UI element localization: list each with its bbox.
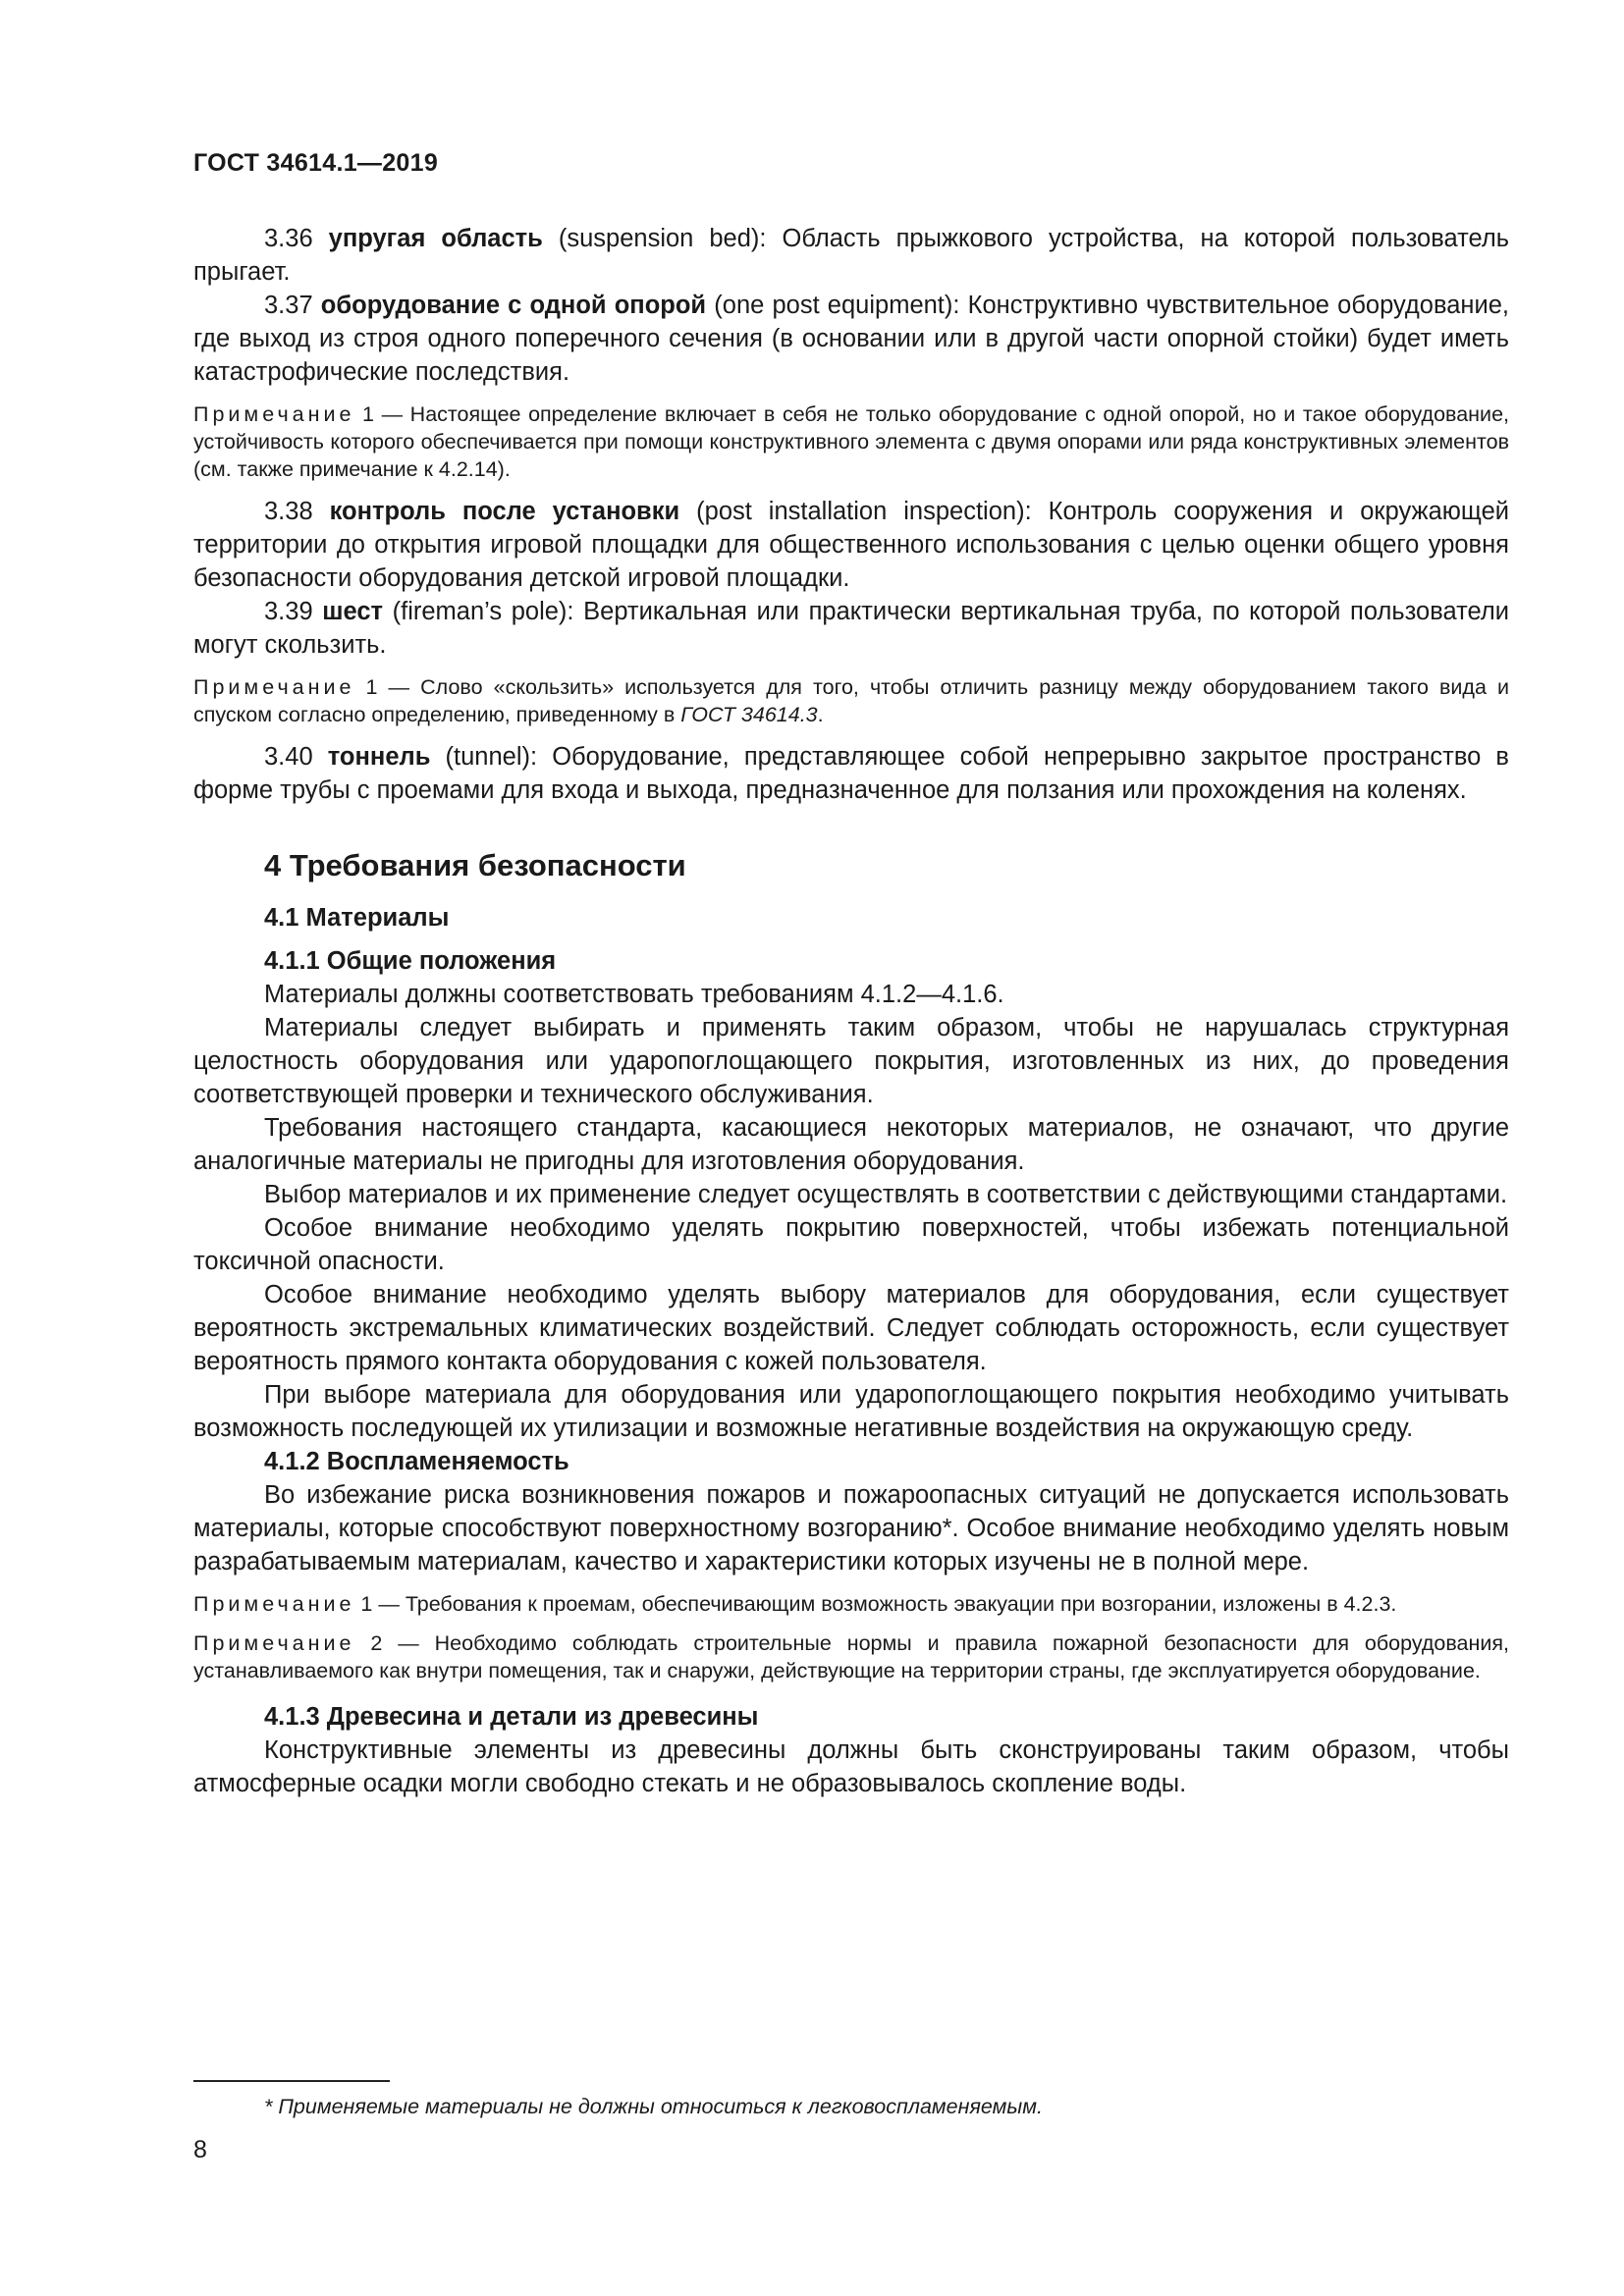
note-text: 1 — Настоящее определение включает в себя не только оборудование с одной опорой, но и такое оборудование, устойчивость которого обеспечивается при помощи конструктивного элемента с двумя опорами или ряда конструктивных элементов (см. также примечание к 4.2.14).: [193, 402, 1509, 481]
term-english: (tunnel):: [445, 743, 538, 771]
note-4-1-2-1: [193, 1590, 1509, 1618]
term-number: 3.39: [264, 598, 313, 625]
footnote-divider: [193, 2080, 390, 2082]
paragraph: При выборе материала для оборудования или ударопоглощающего покрытия необходимо учитывать возможность последующей их утилизации и возможные негативные воздействия на окружающую среду.: [193, 1381, 1509, 1442]
term-english: (fireman’s pole):: [392, 598, 574, 625]
section-4-1-3-heading: 4.1.3 Древесина и детали из древесины: [264, 1703, 759, 1731]
term-english: (suspension bed):: [558, 225, 767, 252]
paragraph: Материалы должны соответствовать требованиям 4.1.2—4.1.6.: [264, 981, 1004, 1008]
note-label: Примечание: [193, 675, 355, 699]
term-definition: Конструктивно чувствительное оборудование, где выход из строя одного поперечного сечения (в основании или в другой части опорной стойки) будет иметь катастрофические последствия.: [193, 292, 1510, 386]
term-definition: Контроль сооружения и окружающей территории до открытия игровой площадки для общественного использования с целью оценки общего уровня безопасности оборудования детской игровой площадки.: [193, 498, 1509, 592]
page-number: 8: [193, 2136, 207, 2163]
term-english: (one post equipment):: [714, 292, 960, 319]
paragraph: Материалы следует выбирать и применять таким образом, чтобы не нарушалась структурная целостность оборудования или ударопоглощающего покрытия, изготовленных из них, до проведения соответствующей проверки и технического обслуживания.: [193, 1014, 1509, 1108]
term-number: 3.37: [264, 292, 313, 319]
section-4-1-2-heading: 4.1.2 Воспламеняемость: [264, 1448, 569, 1475]
term-3-36: [193, 222, 1509, 289]
term-english: (post installation inspection):: [696, 498, 1032, 525]
note-text: 1 — Слово «скользить» используется для того, чтобы отличить разницу между оборудованием такого вида и спуском согласно определению, приведенному в: [193, 675, 1509, 726]
term-3-40: [193, 740, 1509, 807]
term-name: шест: [322, 598, 384, 625]
note-label: Примечание: [193, 1592, 355, 1616]
term-number: 3.38: [264, 498, 313, 525]
note-4-1-2-2: [193, 1629, 1509, 1684]
paragraph: Особое внимание необходимо уделять выбору материалов для оборудования, если существует вероятность экстремальных климатических воздействий. Следует соблюдать осторожность, если существует вероятность прямого контакта оборудования с кожей пользователя.: [193, 1281, 1509, 1375]
term-name: тоннель: [327, 743, 431, 771]
paragraph: Особое внимание необходимо уделять покрытию поверхностей, чтобы избежать потенциальной токсичной опасности.: [193, 1214, 1509, 1275]
term-number: 3.36: [264, 225, 313, 252]
term-name: оборудование с одной опорой: [320, 292, 707, 319]
note-text: 1 — Требования к проемам, обеспечивающим возможность эвакуации при возгорании, изложены в 4.2.3.: [354, 1592, 1397, 1616]
term-definition: Область прыжкового устройства, на которой пользователь прыгает.: [193, 225, 1509, 286]
paragraph: Во избежание риска возникновения пожаров и пожароопасных ситуаций не допускается использовать материалы, которые способствуют поверхностному возгоранию*. Особое внимание необходимо уделять новым разрабатываемым материалам, качество и характеристики которых изучены не в полной мере.: [193, 1481, 1509, 1575]
note-label: Примечание: [193, 1631, 355, 1655]
page-content: [193, 222, 1509, 1800]
note-label: Примечание: [193, 402, 355, 426]
paragraph: Выбор материалов и их применение следует осуществлять в соответствии с действующими стандартами.: [264, 1181, 1508, 1208]
term-definition: Оборудование, представляющее собой непрерывно закрытое пространство в форме трубы с проемами для входа и выхода, предназначенное для ползания или прохождения на коленях.: [193, 743, 1509, 804]
footnote: * Применяемые материалы не должны относиться к легковоспламеняемым.: [264, 2095, 1043, 2118]
note-text: 2 — Необходимо соблюдать строительные нормы и правила пожарной безопасности для оборудования, устанавливаемого как внутри помещения, так и снаружи, действующие на территории страны, где эксплуатируется оборудование.: [193, 1631, 1509, 1682]
note-3-37: [193, 400, 1509, 483]
term-definition: Вертикальная или практически вертикальная труба, по которой пользователи могут скользить.: [193, 598, 1509, 659]
section-4-1-1-heading: 4.1.1 Общие положения: [264, 947, 557, 975]
term-name: упругая область: [328, 225, 543, 252]
term-number: 3.40: [264, 743, 313, 771]
section-4-1-heading: 4.1 Материалы: [264, 904, 450, 932]
note-reference: ГОСТ 34614.3: [680, 703, 818, 726]
paragraph: Требования настоящего стандарта, касающиеся некоторых материалов, не означают, что другие аналогичные материалы не пригодны для изготовления оборудования.: [193, 1114, 1509, 1175]
section-4-heading: 4 Требования безопасности: [264, 848, 686, 882]
term-3-37: [193, 289, 1509, 389]
document-header: ГОСТ 34614.1—2019: [193, 149, 439, 177]
note-3-39: [193, 673, 1509, 728]
note-text-end: .: [817, 703, 824, 726]
paragraph: Конструктивные элементы из древесины должны быть сконструированы таким образом, чтобы атмосферные осадки могли свободно стекать и не образовывалось скопление воды.: [193, 1736, 1509, 1797]
term-3-39: [193, 595, 1509, 662]
term-name: контроль после установки: [329, 498, 680, 525]
term-3-38: [193, 495, 1509, 595]
